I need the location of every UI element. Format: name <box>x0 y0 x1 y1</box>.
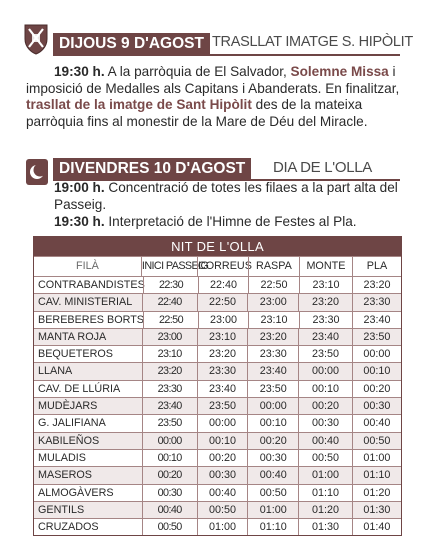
time-cell: 23:50 <box>247 381 298 397</box>
section2-text-1 <box>54 180 404 213</box>
time-cell: 23:40 <box>142 398 197 414</box>
time-cell: 00:30 <box>142 485 197 501</box>
table-row <box>34 518 401 535</box>
time-cell: 01:10 <box>298 485 351 501</box>
time-cell: 00:40 <box>298 433 351 449</box>
time-cell: 00:10 <box>197 433 247 449</box>
time-cell: 00:20 <box>247 433 298 449</box>
section1-text <box>26 64 402 130</box>
time-cell: 23:10 <box>142 346 197 362</box>
time-cell: 22:40 <box>142 294 197 310</box>
table-row <box>34 380 401 397</box>
time-cell: 23:40 <box>352 312 401 328</box>
section1-highlight-2: trasllat de la imatge de Sant Hipòlit <box>26 97 252 112</box>
fila-name-cell: MASEROS <box>38 469 92 482</box>
header-inici-passeig: INICI PASSEIG <box>141 257 197 276</box>
time-cell: 23:50 <box>197 398 247 414</box>
time-cell: 23:40 <box>247 363 298 379</box>
section2-time-2: 19:30 h. <box>54 214 105 229</box>
header-monte: MONTE <box>299 257 352 276</box>
time-cell: 01:10 <box>247 519 298 535</box>
time-cell: 00:10 <box>298 381 351 397</box>
table-row <box>34 345 401 362</box>
time-cell: 00:40 <box>197 485 247 501</box>
time-cell: 00:30 <box>352 398 401 414</box>
time-cell: 23:40 <box>298 329 351 345</box>
time-cell: 22:40 <box>198 277 248 293</box>
table-row <box>34 466 401 483</box>
time-cell: 00:00 <box>197 415 247 431</box>
header-correus: CORREUS <box>197 257 248 276</box>
time-cell: 23:50 <box>142 415 197 431</box>
time-cell: 00:10 <box>247 415 298 431</box>
fila-name-cell: LLANA <box>38 365 73 378</box>
fila-name-cell: MUDÈJARS <box>38 400 98 413</box>
fila-name-cell: CRUZADOS <box>38 521 99 534</box>
time-cell: 01:30 <box>298 519 351 535</box>
time-cell: 00:40 <box>247 467 298 483</box>
table-row <box>34 449 401 466</box>
time-cell: 22:50 <box>143 312 198 328</box>
table-body <box>34 276 401 535</box>
time-cell: 01:30 <box>352 502 401 518</box>
fila-name-cell: MANTA ROJA <box>38 330 107 343</box>
time-cell: 00:20 <box>142 467 197 483</box>
time-cell: 00:50 <box>247 485 298 501</box>
time-cell: 23:40 <box>197 381 247 397</box>
time-cell: 23:50 <box>298 346 351 362</box>
time-cell: 23:00 <box>142 329 197 345</box>
section2-subtitle: DIA DE L'OLLA <box>273 159 373 176</box>
time-cell: 23:20 <box>352 277 401 293</box>
table-row <box>34 362 401 379</box>
time-cell: 22:50 <box>248 277 299 293</box>
time-cell: 00:50 <box>298 450 351 466</box>
section1-day-bar: DIJOUS 9 D'AGOST <box>53 33 210 54</box>
section2-text-2-body: Interpretació de l'Himne de Festes al Pla. <box>104 214 357 229</box>
fila-name-cell: CAV. MINISTERIAL <box>38 296 133 309</box>
section1-text-2: i imposició de Medalles als Capitans i Abanderats. En finalitzar, <box>26 64 400 96</box>
table-row <box>34 484 401 501</box>
time-cell: 00:20 <box>352 381 401 397</box>
time-cell: 23:30 <box>197 363 247 379</box>
time-cell: 22:50 <box>197 294 247 310</box>
time-cell: 00:20 <box>197 450 247 466</box>
time-cell: 23:50 <box>352 329 401 345</box>
fila-name-cell: BEQUETEROS <box>38 348 113 361</box>
time-cell: 01:00 <box>247 502 298 518</box>
time-cell: 01:20 <box>298 502 351 518</box>
section2-day-bar: DIVENDRES 10 D'AGOST <box>53 158 251 179</box>
time-cell: 00:30 <box>298 415 351 431</box>
crescent-moon-icon <box>26 159 48 185</box>
time-cell: 00:00 <box>352 346 401 362</box>
shield-icon <box>23 23 49 55</box>
header-pla: PLA <box>352 257 401 276</box>
time-cell: 00:00 <box>298 363 351 379</box>
time-cell: 23:20 <box>142 363 197 379</box>
time-cell: 01:20 <box>352 485 401 501</box>
header-fila: FILÀ <box>76 260 99 272</box>
fila-name-cell: MULADIS <box>38 451 86 464</box>
time-cell: 23:20 <box>197 346 247 362</box>
section2-text-2 <box>54 214 404 231</box>
time-cell: 01:00 <box>352 450 401 466</box>
table-header-row <box>34 256 401 276</box>
time-cell: 23:30 <box>299 312 352 328</box>
time-cell: 00:00 <box>247 398 298 414</box>
fila-name-cell: CAV. DE LLÚRIA <box>38 382 121 395</box>
section1-text-1: A la parròquia de El Salvador, <box>104 64 291 79</box>
time-cell: 00:30 <box>197 467 247 483</box>
time-cell: 00:50 <box>197 502 247 518</box>
time-cell: 00:20 <box>298 398 351 414</box>
fila-name-cell: CONTRABANDISTES <box>38 279 145 291</box>
time-cell: 00:40 <box>142 502 197 518</box>
time-cell: 23:10 <box>299 277 352 293</box>
time-cell: 00:40 <box>352 415 401 431</box>
time-cell: 23:30 <box>247 346 298 362</box>
time-cell: 23:00 <box>198 312 248 328</box>
time-cell: 23:20 <box>298 294 351 310</box>
table-row <box>34 397 401 414</box>
time-cell: 23:30 <box>352 294 401 310</box>
time-cell: 00:00 <box>142 433 197 449</box>
fila-name-cell: BEREBERES BORTS <box>38 313 145 326</box>
time-cell: 22:30 <box>143 277 198 293</box>
time-cell: 00:50 <box>142 519 197 535</box>
table-row <box>34 414 401 431</box>
time-cell: 00:30 <box>247 450 298 466</box>
time-cell: 23:10 <box>197 329 247 345</box>
section1-highlight-1: Solemne Missa <box>290 64 389 79</box>
fila-name-cell: KABILEÑOS <box>38 434 100 447</box>
section1-time: 19:30 h. <box>54 64 105 79</box>
time-cell: 01:00 <box>298 467 351 483</box>
header-raspa: RASPA <box>248 257 299 276</box>
time-cell: 00:50 <box>352 433 401 449</box>
section2-text-1-body: Concentració de totes les filaes a la part alta del Passeig. <box>54 180 398 212</box>
fila-name-cell: ALMOGÀVERS <box>38 486 114 499</box>
section1-subtitle: TRASLLAT IMATGE S. HIPÒLIT <box>212 34 413 50</box>
table-row <box>34 328 401 345</box>
time-cell: 00:10 <box>352 363 401 379</box>
section1-text-3: des de la mateixa parròquia fins al monestir de la Mare de Déu del Miracle. <box>26 97 368 129</box>
time-cell: 23:10 <box>248 312 299 328</box>
time-cell: 00:10 <box>142 450 197 466</box>
time-cell: 23:00 <box>247 294 298 310</box>
fila-name-cell: GENTILS <box>38 503 85 516</box>
table-row <box>34 432 401 449</box>
table-row <box>34 311 401 328</box>
table-row <box>34 293 401 310</box>
section2-time-1: 19:00 h. <box>54 180 105 195</box>
time-cell: 01:10 <box>352 467 401 483</box>
section1-rule <box>53 54 400 56</box>
time-cell: 01:00 <box>197 519 247 535</box>
schedule-table <box>33 236 402 536</box>
fila-name-cell: G. JALIFIANA <box>38 417 106 430</box>
time-cell: 23:30 <box>142 381 197 397</box>
time-cell: 01:40 <box>352 519 401 535</box>
time-cell: 23:20 <box>247 329 298 345</box>
table-row <box>34 276 401 293</box>
table-row <box>34 501 401 518</box>
table-title: NIT DE L'OLLA <box>34 237 401 256</box>
